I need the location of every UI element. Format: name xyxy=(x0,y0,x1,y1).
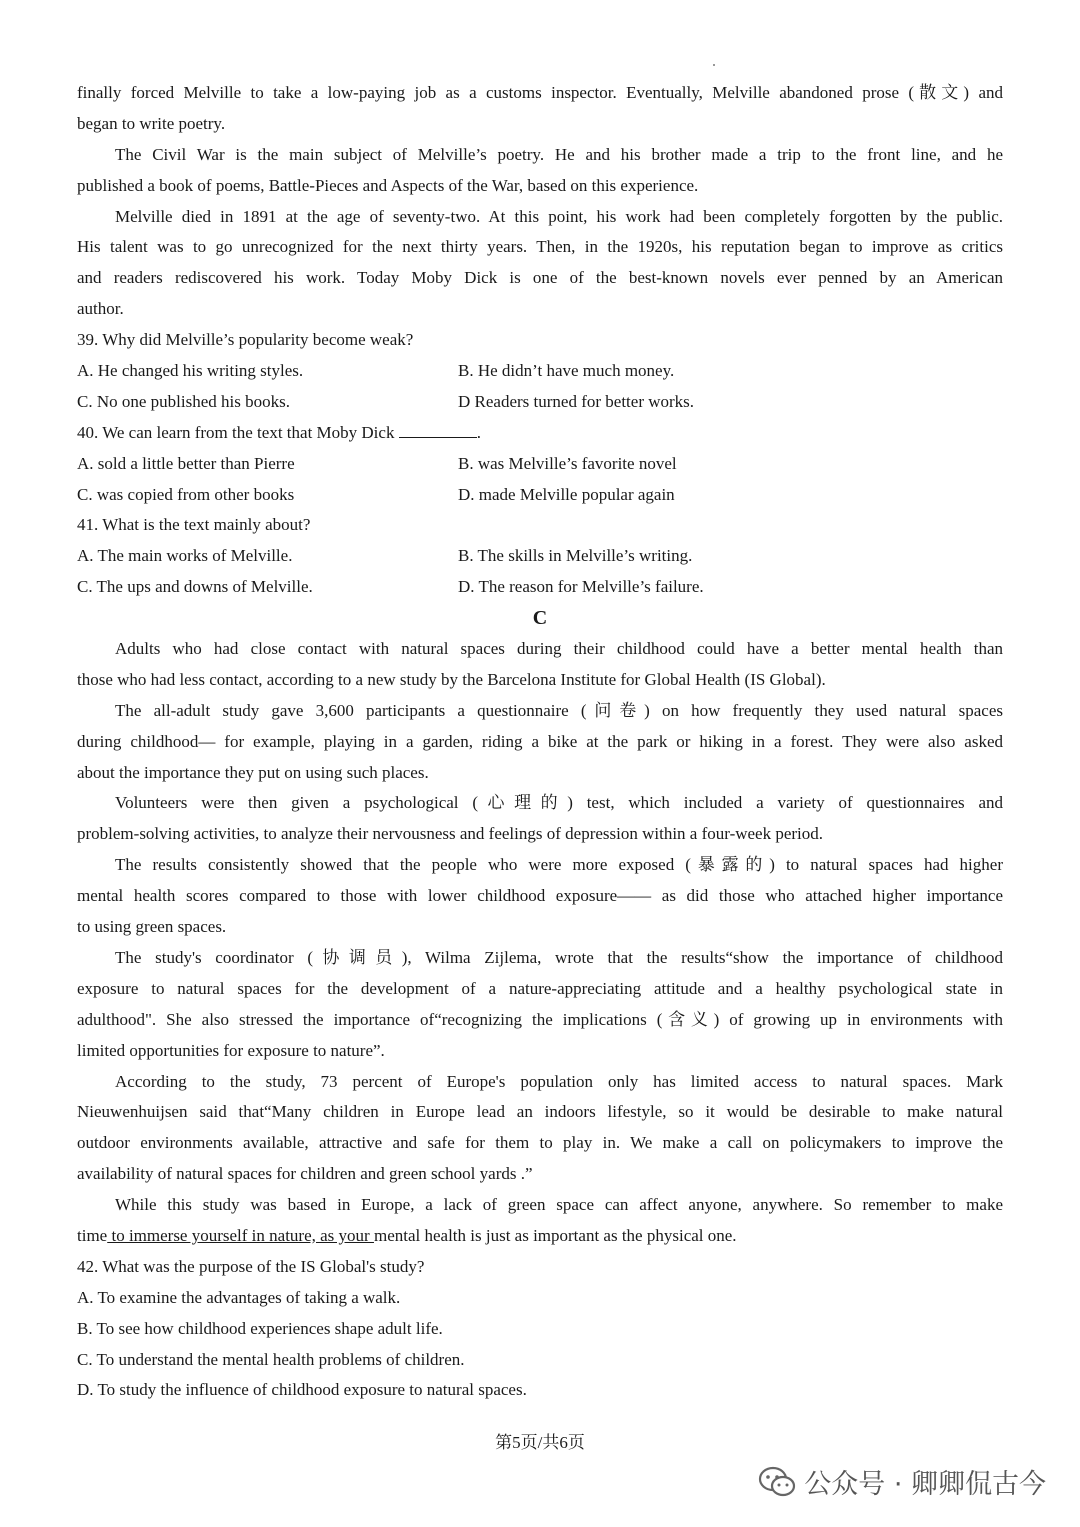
passage-line: and readers rediscovered his work. Today Moby Dick is one of the best-known novels ever penned by an American xyxy=(77,268,1003,288)
watermark xyxy=(758,1462,1046,1501)
answer-blank xyxy=(399,423,477,438)
passage-line: those who had less contact, according to a new study by the Barcelona Institute for Global Health (IS Global). xyxy=(77,669,826,689)
passage-text: time xyxy=(77,1225,108,1245)
option-d: D. made Melville popular again xyxy=(458,484,675,504)
question-42-stem: 42. What was the purpose of the IS Global's study? xyxy=(77,1256,425,1276)
underlined-phrase: to immerse yourself in nature, as your xyxy=(107,1225,374,1245)
question-39-options-row-1 xyxy=(77,356,1003,387)
option-a: A. To examine the advantages of taking a walk. xyxy=(77,1287,401,1307)
option-b: B. was Melville’s favorite novel xyxy=(458,453,677,473)
document-page xyxy=(77,78,1003,1406)
option-d: D. To study the influence of childhood exposure to natural spaces. xyxy=(77,1380,527,1400)
passage-line: The study's coordinator (协调员), Wilma Zijlema, wrote that the results“show the importance of childhood xyxy=(115,947,1003,967)
passage-line: The all-adult study gave 3,600 participants a questionnaire (问卷) on how frequently they used natural spaces xyxy=(115,700,1003,720)
option-b: B. The skills in Melville’s writing. xyxy=(458,546,693,566)
question-39-options-row-2 xyxy=(77,387,1003,418)
passage-line: Adults who had close contact with natural spaces during their childhood could have a better mental health than xyxy=(115,639,1003,659)
passage-line: exposure to natural spaces for the development of a nature-appreciating attitude and a healthy psychological state in xyxy=(77,978,1003,998)
question-39-stem: 39. Why did Melville’s popularity become weak? xyxy=(77,330,414,350)
passage-line xyxy=(77,1221,1003,1252)
option-c: C. was copied from other books xyxy=(77,484,295,504)
passage-line: Melville died in 1891 at the age of seventy-two. At this point, his work had been completely forgotten by the public. xyxy=(115,206,1003,226)
question-40-stem: 40. We can learn from the text that Moby Dick . xyxy=(77,422,481,442)
option-a: A. sold a little better than Pierre xyxy=(77,453,295,473)
section-c-heading: C xyxy=(532,607,548,630)
passage-line: finally forced Melville to take a low-paying job as a customs inspector. Eventually, Melville abandoned prose (散文) and xyxy=(77,83,1003,102)
question-40-options-row-2 xyxy=(77,480,1003,511)
passage-line: The results consistently showed that the people who were more exposed (暴露的) to natural spaces had higher xyxy=(115,855,1003,875)
option-d: D Readers turned for better works. xyxy=(458,391,695,411)
passage-line: to using green spaces. xyxy=(77,917,227,937)
passage-line: during childhood— for example, playing in a garden, riding a bike at the park or hiking in a forest. They were also asked xyxy=(77,731,1003,751)
passage-line: The Civil War is the main subject of Melville’s poetry. He and his brother made a trip to the front line, and he xyxy=(115,144,1003,164)
passage-line: His talent was to go unrecognized for the next thirty years. Then, in the 1920s, his reputation began to improve as critics xyxy=(77,237,1003,257)
passage-text: mental health is just as important as the physical one. xyxy=(373,1225,737,1245)
option-c: C. To understand the mental health problems of children. xyxy=(77,1349,465,1369)
passage-line: While this study was based in Europe, a lack of green space can affect anyone, anywhere. So remember to make xyxy=(115,1195,1003,1215)
passage-line: began to write poetry. xyxy=(77,113,226,133)
passage-line: According to the study, 73 percent of Europe's population only has limited access to natural spaces. Mark xyxy=(115,1071,1003,1091)
question-41-options-row-1 xyxy=(77,541,1003,572)
option-b: B. He didn’t have much money. xyxy=(458,361,675,381)
option-a: A. He changed his writing styles. xyxy=(77,361,304,381)
question-40-options-row-1 xyxy=(77,449,1003,480)
question-41-stem: 41. What is the text mainly about? xyxy=(77,515,311,535)
passage-line: Volunteers were then given a psychological (心理的) test, which included a variety of questionnaires and xyxy=(115,793,1003,813)
passage-line: published a book of poems, Battle-Pieces and Aspects of the War, based on this experience. xyxy=(77,175,699,195)
question-40-text: 40. We can learn from the text that Moby Dick xyxy=(77,422,395,442)
option-b: B. To see how childhood experiences shape adult life. xyxy=(77,1318,443,1338)
scan-speck xyxy=(713,64,715,66)
watermark-text: 公众号 · 卿卿侃古今 xyxy=(804,1469,1046,1500)
passage-line: limited opportunities for exposure to nature”. xyxy=(77,1040,385,1060)
passage-line: Nieuwenhuijsen said that“Many children in Europe lead an indoors lifestyle, so it would be desirable to make natural xyxy=(77,1102,1003,1122)
passage-line: adulthood". She also stressed the importance of“recognizing the implications (含义) of growing up in environments with xyxy=(77,1009,1003,1029)
passage-line: author. xyxy=(77,299,124,319)
passage-line: outdoor environments available, attractive and safe for them to play in. We make a call on policymakers to improve the xyxy=(77,1133,1003,1153)
option-c: C. The ups and downs of Melville. xyxy=(77,577,313,597)
page-number: 第5页/共6页 xyxy=(495,1433,585,1452)
passage-line: mental health scores compared to those with lower childhood exposure—— as did those who attached higher importance xyxy=(77,886,1003,906)
option-a: A. The main works of Melville. xyxy=(77,546,293,566)
option-d: D. The reason for Melville’s failure. xyxy=(458,577,704,597)
passage-line: about the importance they put on using such places. xyxy=(77,762,429,782)
passage-line: availability of natural spaces for children and green school yards .” xyxy=(77,1164,533,1184)
question-41-options-row-2 xyxy=(77,572,1003,603)
option-c: C. No one published his books. xyxy=(77,391,290,411)
wechat-icon xyxy=(758,1466,796,1498)
passage-line: problem-solving activities, to analyze their nervousness and feelings of depression within a four-week period. xyxy=(77,824,824,844)
